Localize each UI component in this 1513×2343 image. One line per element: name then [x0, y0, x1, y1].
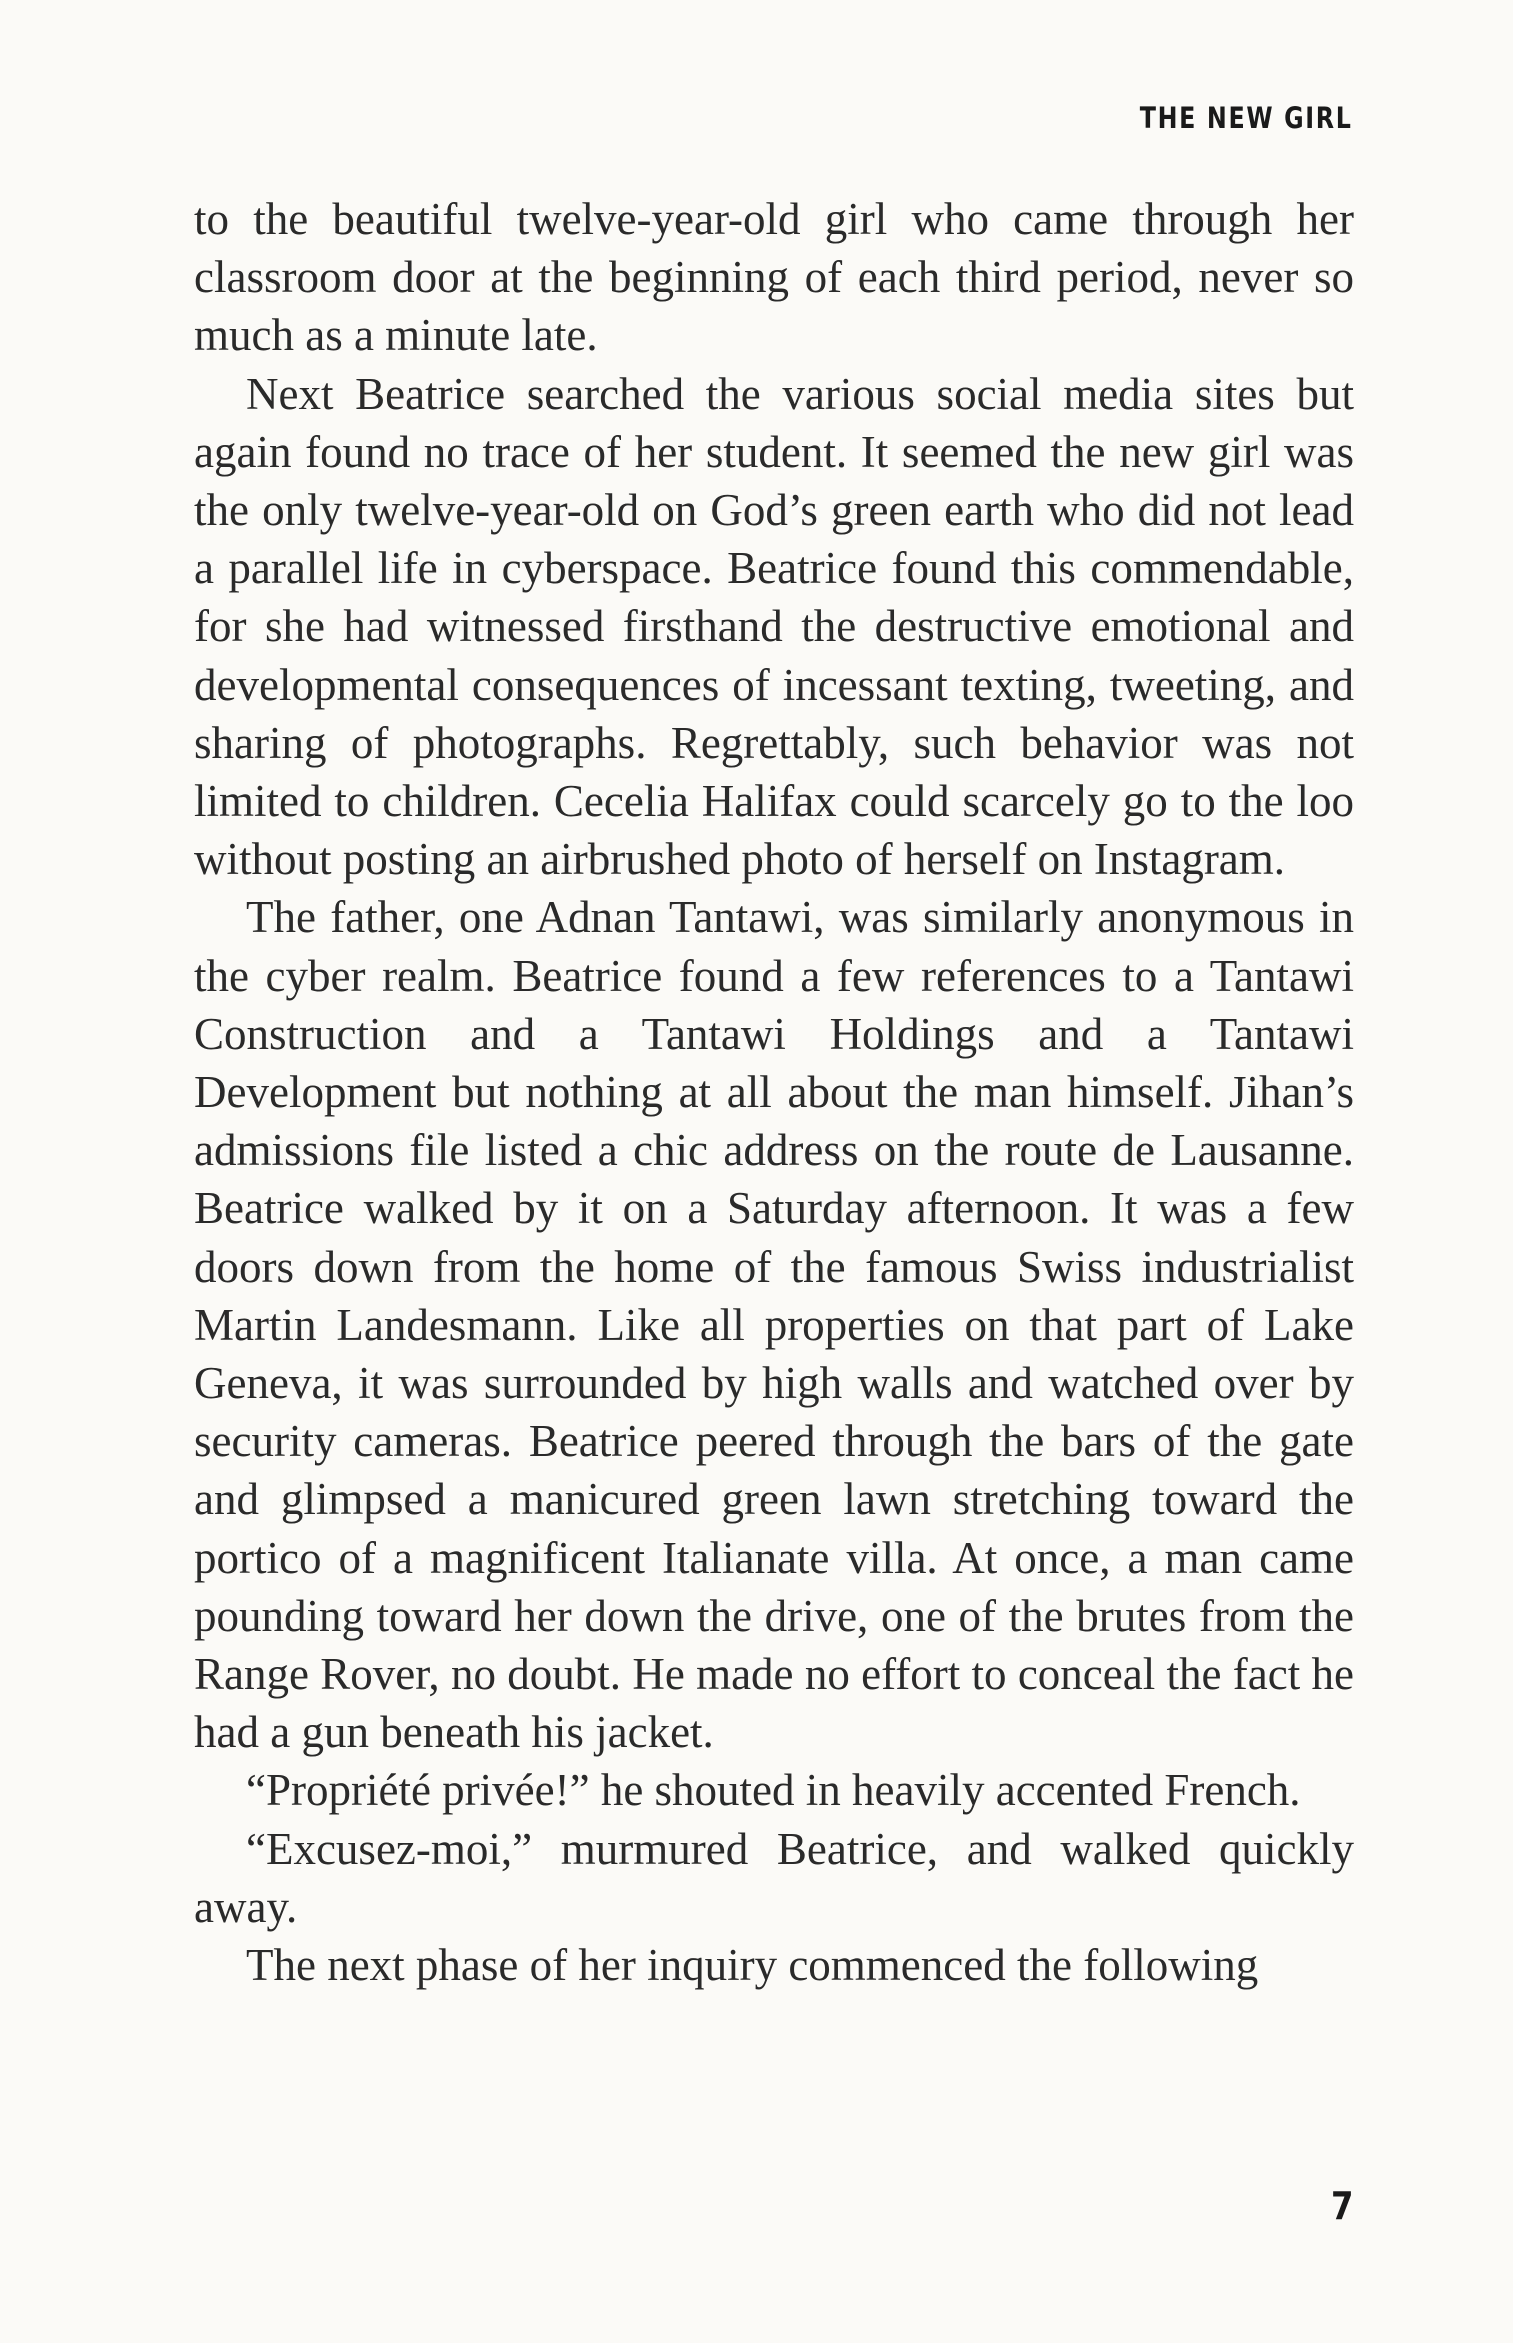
paragraph: “Propriété privée!” he shouted in heavily accented French. [246, 1765, 1301, 1816]
page-number: 7 [1330, 2184, 1353, 2228]
running-head-title: THE NEW GIRL [1140, 101, 1353, 135]
paragraph: Next Beatrice searched the various social media sites but again found no trace of her student. It seemed the new girl was the only twelve-year-old on God’s green earth who did not lead a parallel life in cyberspace. Beatrice found this commendable, for she had witnessed firsthand the destructive emotional and developmental consequences of incessant texting, tweeting, and sharing of photographs. Regrettably, such behavior was not limited to children. Cecelia Halifax could scarcely go to the loo without posting an airbrushed photo of herself on Instagram. [194, 368, 1354, 885]
paragraph: The next phase of her inquiry commenced the following [246, 1940, 1259, 1991]
paragraph-continued: to the beautiful twelve-year-old girl who came through her classroom door at the beginning of each third period, never so much as a minute late. [194, 194, 1354, 361]
body-text [194, 190, 1354, 1994]
paragraph: “Excusez-moi,” murmured Beatrice, and walked quickly away. [194, 1823, 1354, 1932]
paragraph: The father, one Adnan Tantawi, was similarly anonymous in the cyber realm. Beatrice found a few references to a Tantawi Construction and a Tantawi Holdings and a Tantawi Development but nothing at all about the man himself. Jihan’s admissions file listed a chic address on the route de Lausanne. Beatrice walked by it on a Saturday afternoon. It was a few doors down from the home of the famous Swiss industrialist Martin Landesmann. Like all properties on that part of Lake Geneva, it was surrounded by high walls and watched over by security cameras. Beatrice peered through the bars of the gate and glimpsed a manicured green lawn stretching toward the portico of a magnificent Italianate villa. At once, a man came pounding toward her down the drive, one of the brutes from the Range Rover, no doubt. He made no effort to conceal the fact he had a gun beneath his jacket. [194, 892, 1354, 1758]
